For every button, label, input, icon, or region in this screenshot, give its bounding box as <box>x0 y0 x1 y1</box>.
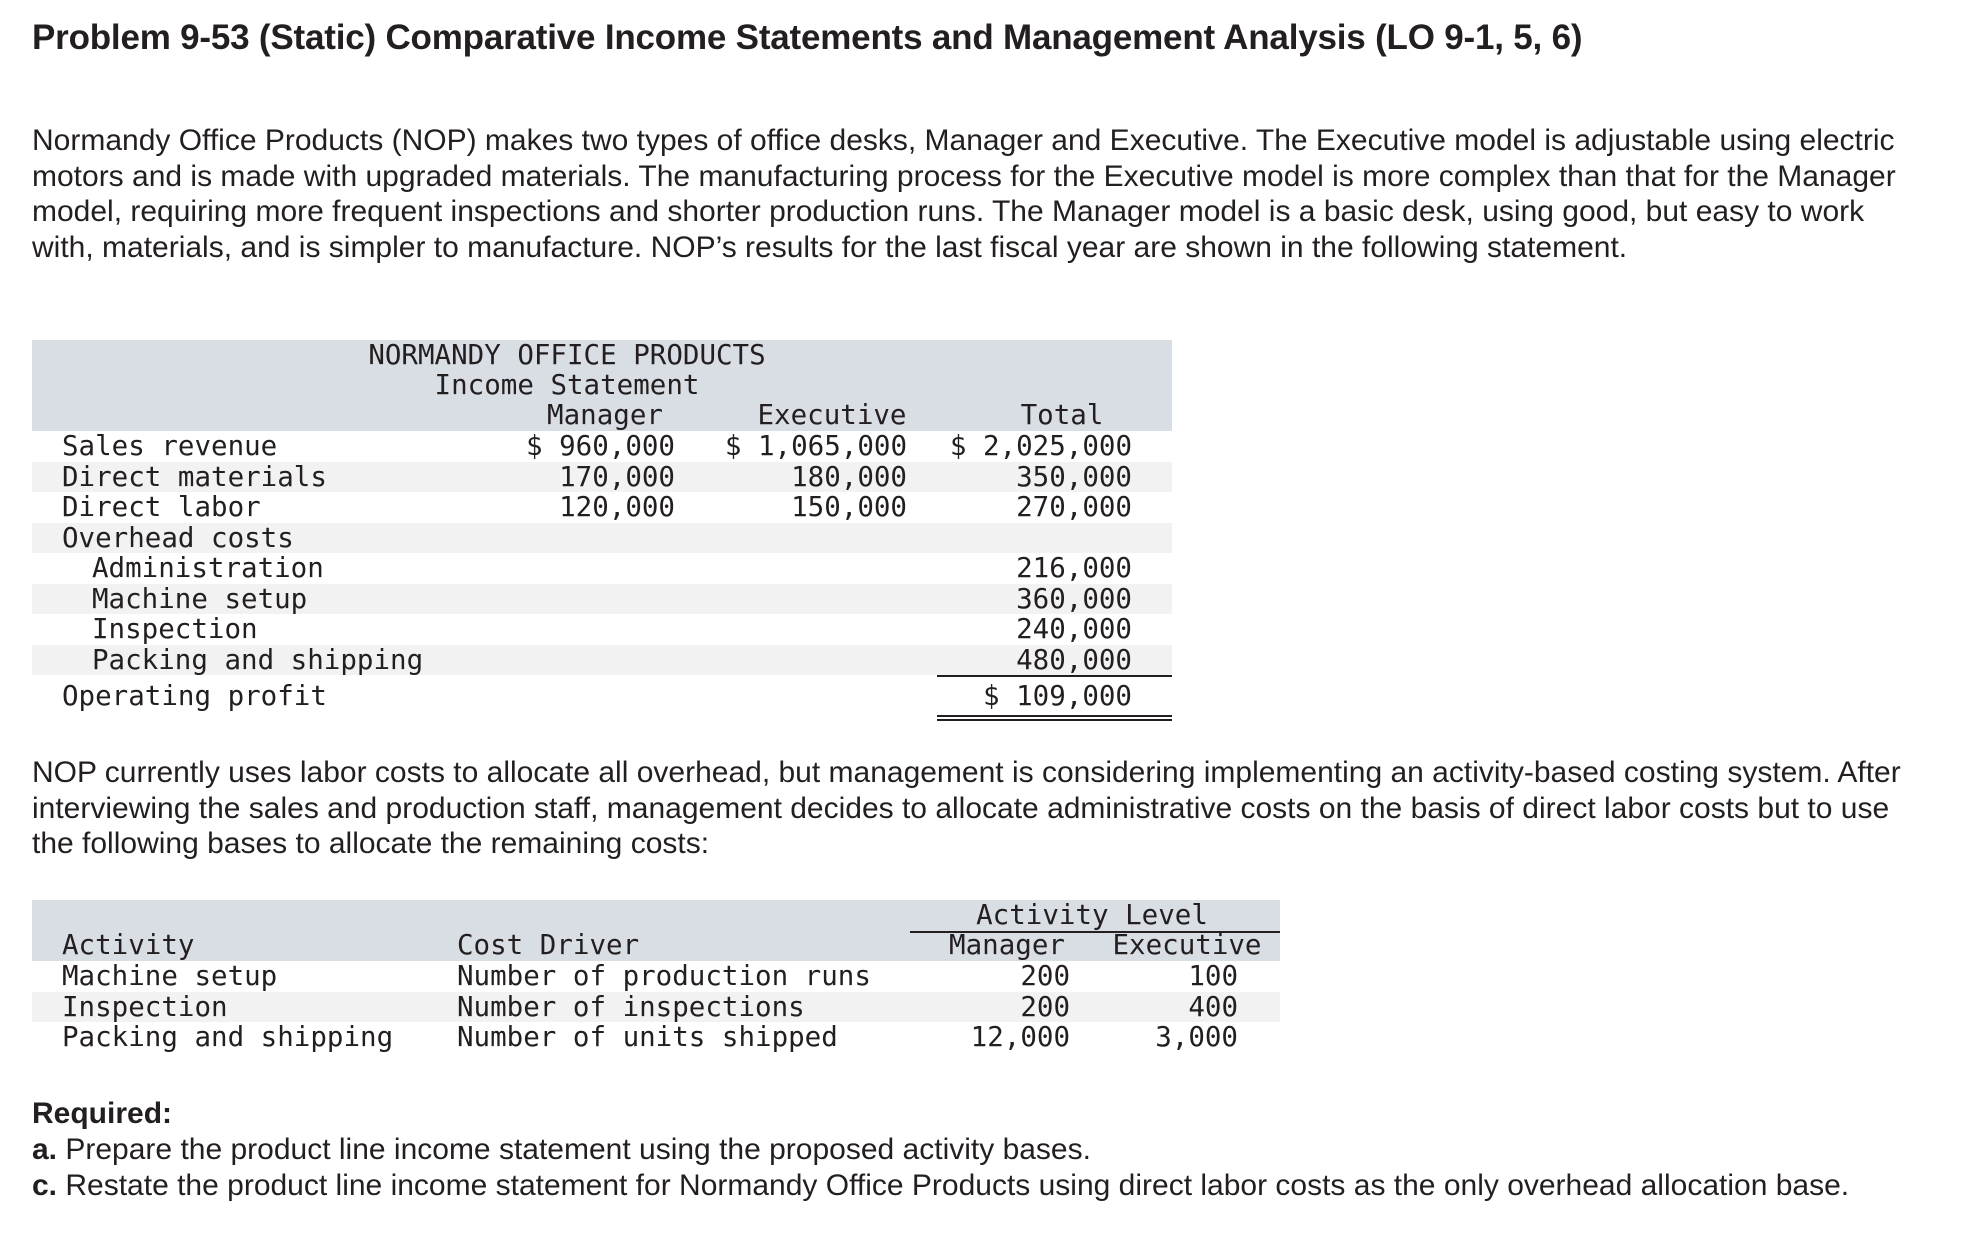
table-row: Operating profit $ 109,000 <box>62 680 1132 712</box>
activity-level-header: Activity Level <box>976 899 1208 931</box>
table-row: Inspection Number of inspections 200 400 <box>32 992 1280 1023</box>
col-header-manager: Manager <box>547 399 663 431</box>
table-row: Inspection 240,000 <box>92 613 1132 645</box>
header-activity: Activity <box>62 929 195 961</box>
income-statement-table <box>32 340 1172 720</box>
required-item-a: a. Prepare the product line income statement using the proposed activity bases. <box>32 1133 1091 1166</box>
table-row: Direct materials 170,000 180,000 350,000 <box>32 462 1172 493</box>
table-row: Administration 216,000 <box>92 552 1132 584</box>
subtotal-rule <box>937 675 1172 677</box>
required-section <box>32 1096 1932 1204</box>
double-rule-bottom <box>937 719 1172 721</box>
company-name: NORMANDY OFFICE PRODUCTS <box>368 339 766 371</box>
table-row: Direct labor 120,000 150,000 270,000 <box>62 491 1132 523</box>
header-executive: Executive <box>1112 929 1262 961</box>
middle-paragraph: NOP currently uses labor costs to allocate all overhead, but management is considering implementing an activity-based costing system. After interviewing the sales and production staff, management decides to allocate administrative costs on the basis of direct labor costs but to use the following bases to allocate the remaining costs: <box>32 756 1901 860</box>
double-rule-top <box>937 715 1172 717</box>
activity-table <box>32 900 1280 1060</box>
required-heading: Required: <box>32 1097 173 1130</box>
table-row: Machine setup Number of production runs 200 100 <box>62 960 1238 992</box>
header-cost-driver: Cost Driver <box>457 929 640 961</box>
table-row: Machine setup 360,000 <box>32 584 1172 615</box>
col-header-total: Total <box>1020 399 1104 431</box>
col-header-executive: Executive <box>757 399 907 431</box>
table-row: Sales revenue $ 960,000 $ 1,065,000 $ 2,025,000 <box>62 430 1132 462</box>
table-row: Packing and shipping 480,000 <box>32 645 1172 676</box>
header-manager: Manager <box>949 929 1065 961</box>
intro-paragraph: Normandy Office Products (NOP) makes two types of office desks, Manager and Executive. The Executive model is adjustable using electric motors and is made with upgraded materials. The manufacturing process for the Executive model is more complex than that for the Manager model, requiring more frequent inspections and shorter production runs. The Manager model is a basic desk, using good, but easy to work with, materials, and is simpler to manufacture. NOP’s results for the last fiscal year are shown in the following statement. <box>32 124 1896 264</box>
table-row: Overhead costs <box>32 523 1172 554</box>
statement-subtitle: Income Statement <box>434 369 700 401</box>
problem-title: Problem 9-53 (Static) Comparative Income Statements and Management Analysis (LO 9-1, 5, 6) <box>32 18 1583 57</box>
table-row: Packing and shipping Number of units shipped 12,000 3,000 <box>62 1021 1238 1053</box>
required-item-c: c. Restate the product line income statement for Normandy Office Products using direct labor costs as the only overhead allocation base. <box>32 1169 1850 1202</box>
